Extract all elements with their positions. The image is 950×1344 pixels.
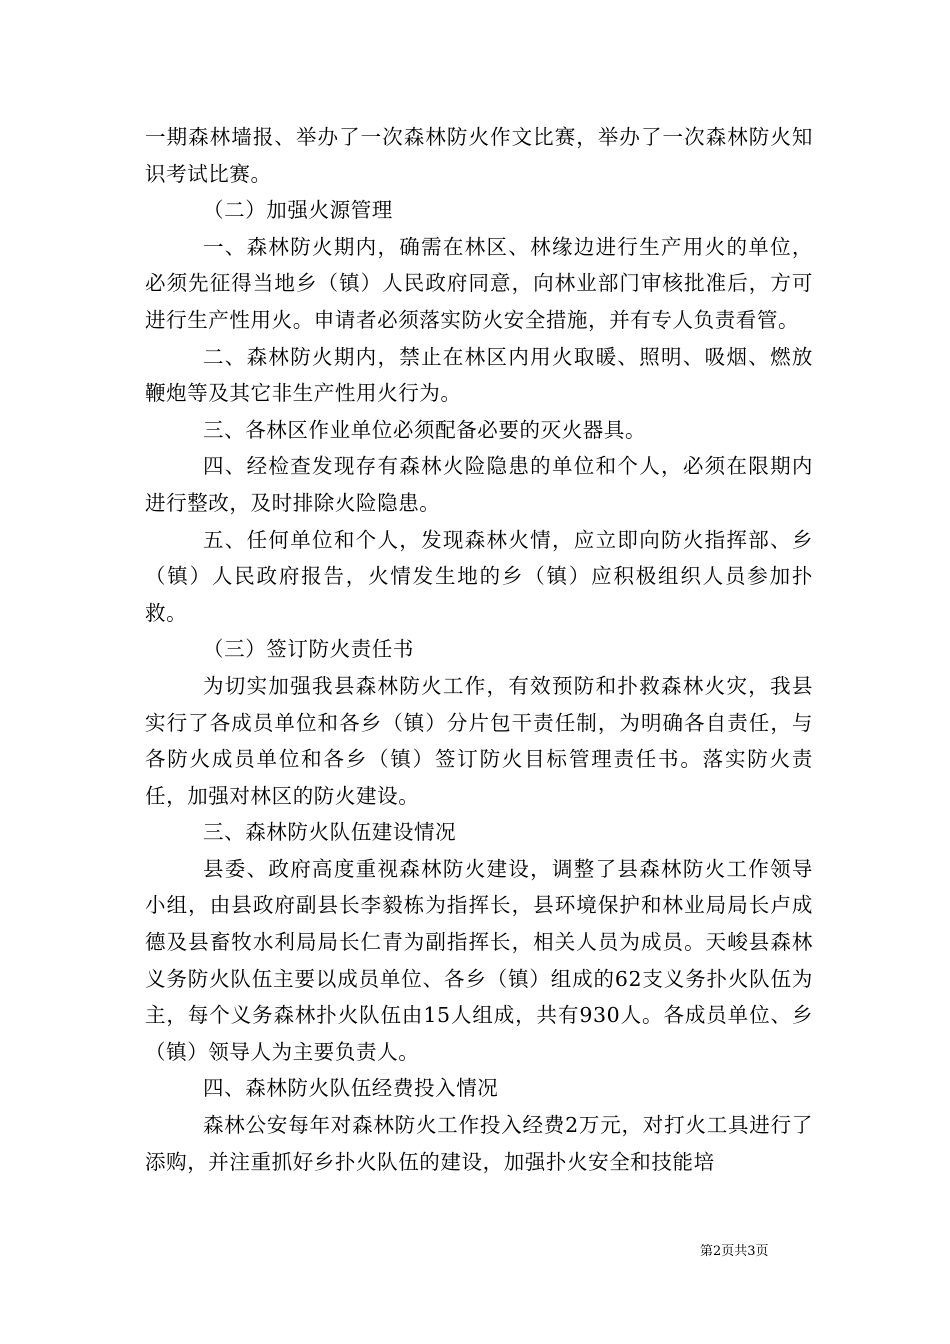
paragraph-rule-two: 二、森林防火期内，禁止在林区内用火取暖、照明、吸烟、燃放鞭炮等及其它非生产性用火行为。 bbox=[145, 344, 813, 406]
page-number: 第2页共3页 bbox=[700, 1244, 769, 1259]
paragraph-rule-four: 四、经检查发现存有森林火险隐患的单位和个人，必须在限期内进行整改，及时排除火险隐患。 bbox=[145, 454, 813, 515]
paragraph-team-building: 县委、政府高度重视森林防火建设，调整了县森林防火工作领导小组，由县政府副县长李毅栋为指挥长，县环境保护和林业局局长卢成德及县畜牧水利局局长仁青为副指挥长，相关人员为成员。天峻县森林义务防火队伍主要以成员单位、各乡（镇）组成的62支义务扑火队伍为主，每个义务森林扑火队伍由15人组成，共有930人。各成员单位、乡（镇）领导人为主要负责人。 bbox=[145, 856, 813, 1064]
paragraph-rule-three: 三、各林区作业单位必须配备必要的灭火器具。 bbox=[203, 417, 647, 442]
paragraph-rule-five: 五、任何单位和个人，发现森林火情，应立即向防火指挥部、乡（镇）人民政府报告，火情发生地的乡（镇）应积极组织人员参加扑救。 bbox=[145, 527, 813, 625]
paragraph-responsibility: 为切实加强我县森林防火工作，有效预防和扑救森林火灾，我县实行了各成员单位和各乡（镇）分片包干责任制，为明确各自责任，与各防火成员单位和各乡（镇）签订防火目标管理责任书。落实防火责任，加强对林区的防火建设。 bbox=[145, 673, 813, 808]
document-body bbox=[145, 119, 813, 1180]
paragraph-continuation: 一期森林墙报、举办了一次森林防火作文比赛，举办了一次森林防火知识考试比赛。 bbox=[145, 125, 813, 186]
paragraph-funding: 森林公安每年对森林防火工作投入经费2万元，对打火工具进行了添购，并注重抓好乡扑火队伍的建设，加强扑火安全和技能培 bbox=[145, 1113, 813, 1174]
section-heading-funding: 四、森林防火队伍经费投入情况 bbox=[203, 1076, 499, 1101]
paragraph-rule-one: 一、森林防火期内，确需在林区、林缘边进行生产用火的单位，必须先征得当地乡（镇）人民政府同意，向林业部门审核批准后，方可进行生产性用火。申请者必须落实防火安全措施，并有专人负责看管。 bbox=[145, 234, 813, 332]
section-heading-responsibility: （三）签订防火责任书 bbox=[203, 637, 414, 662]
section-heading-team-building: 三、森林防火队伍建设情况 bbox=[203, 820, 457, 845]
section-heading-fire-source-management: （二）加强火源管理 bbox=[203, 198, 393, 223]
